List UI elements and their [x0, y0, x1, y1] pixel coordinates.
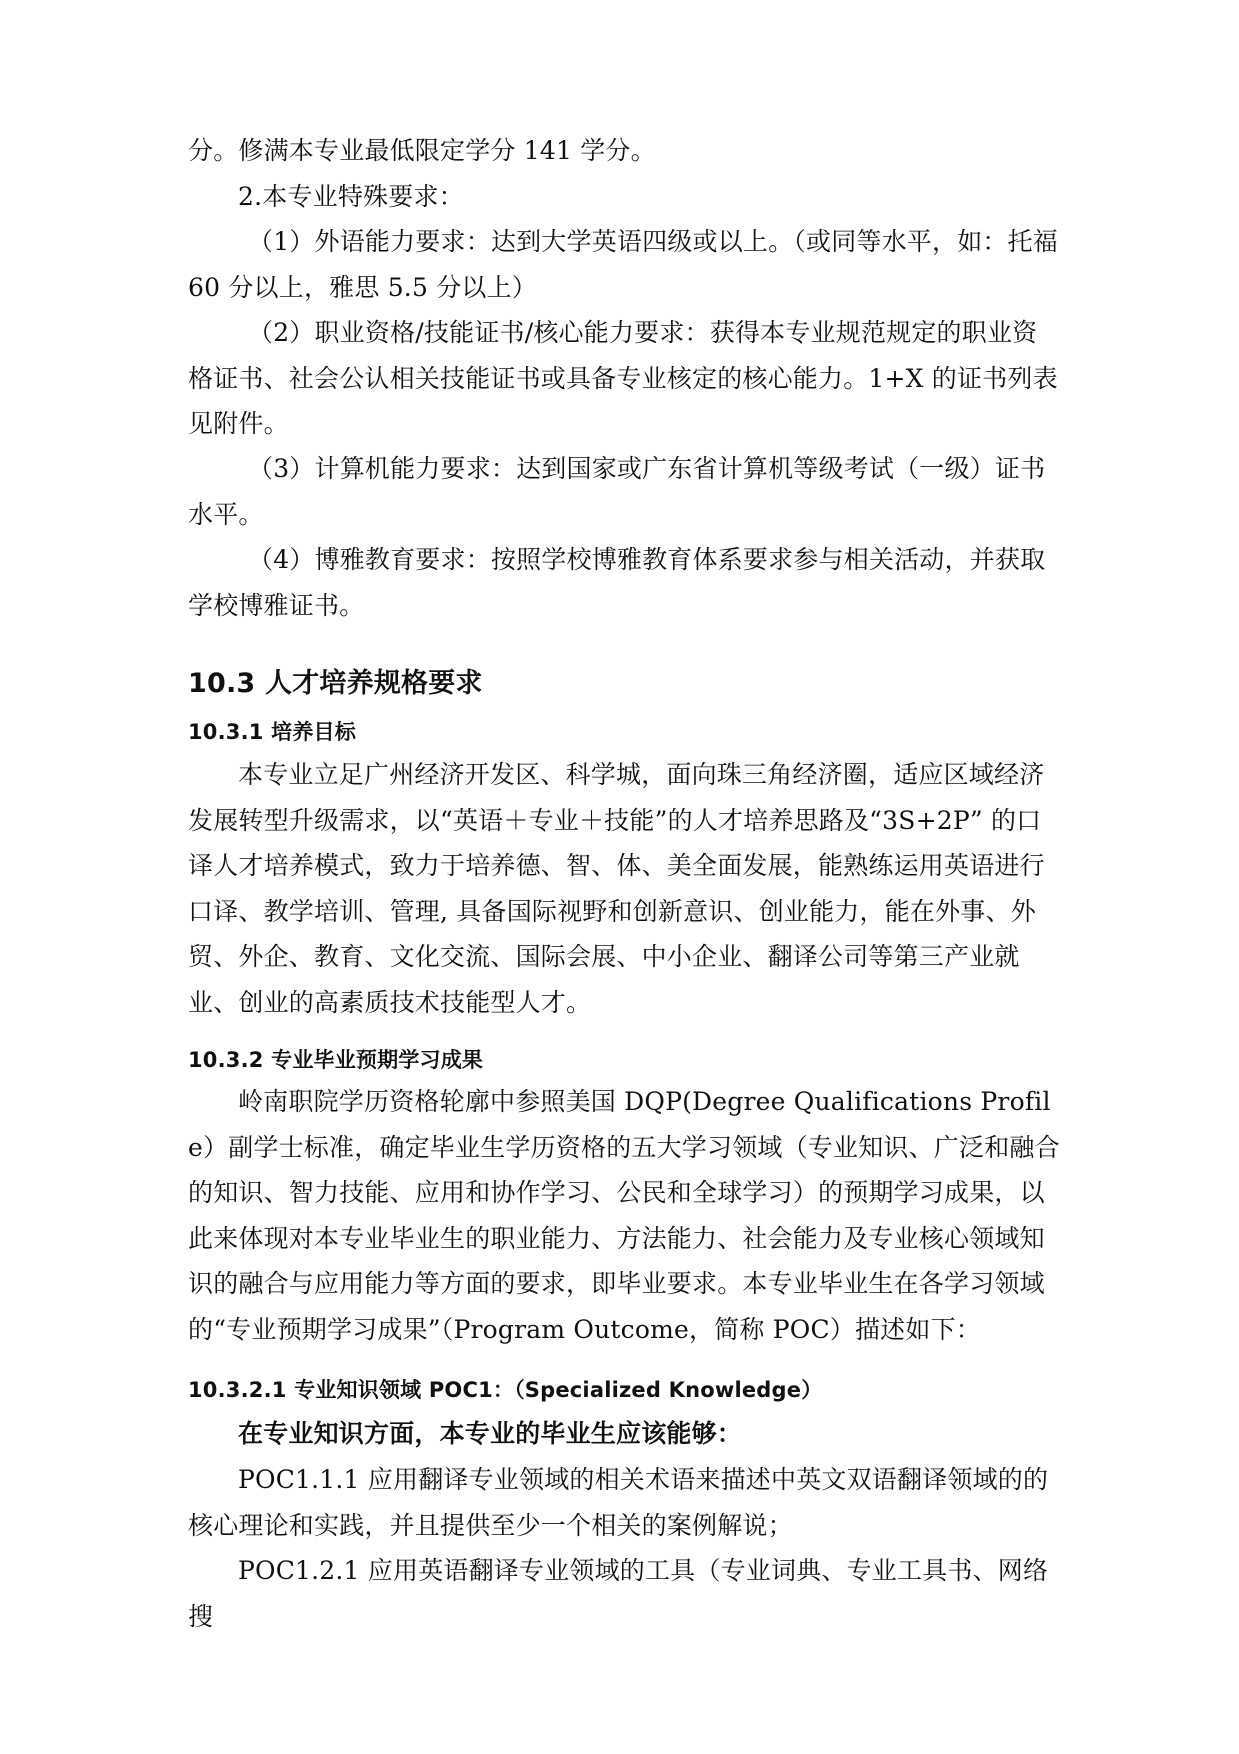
paragraph-special-requirements-intro: 2.本专业特殊要求： — [238, 182, 464, 211]
heading-10-3-2-1: 10.3.2.1 专业知识领域 POC1：（Specialized Knowledge） — [188, 1378, 823, 1402]
heading-10-3-1: 10.3.1 培养目标 — [188, 720, 356, 744]
paragraph-knowledge-intro: 在专业知识方面，本专业的毕业生应该能够： — [238, 1419, 743, 1448]
paragraph-requirement-2: （2）职业资格/技能证书/核心能力要求：获得本专业规范规定的职业资格证书、社会公认相关技能证书或具备专业核定的核心能力。1+X 的证书列表见附件。 — [188, 318, 1058, 438]
paragraph-training-goal: 本专业立足广州经济开发区、科学城，面向珠三角经济圈，适应区域经济发展转型升级需求，以“英语＋专业＋技能”的人才培养思路及“3S+2P” 的口译人才培养模式，致力于培养德、智、体、美全面发展，能熟练运用英语进行口译、教学培训、管理, 具备国际视野和创新意识、创业能力，能在外事、外贸、外企、教育、文化交流、国际会展、中小企业、翻译公司等第三产业就业、创业的高素质技术技能型人才。 — [188, 760, 1045, 1017]
paragraph-requirement-1: （1）外语能力要求：达到大学英语四级或以上。（或同等水平，如：托福60 分以上，雅思 5.5 分以上） — [188, 227, 1059, 302]
paragraph-credits: 分。修满本专业最低限定学分 141 学分。 — [188, 136, 656, 165]
heading-10-3: 10.3 人才培养规格要求 — [188, 668, 483, 699]
paragraph-requirement-4: （4）博雅教育要求：按照学校博雅教育体系要求参与相关活动，并获取学校博雅证书。 — [188, 545, 1046, 620]
paragraph-requirement-3: （3）计算机能力要求：达到国家或广东省计算机等级考试（一级）证书水平。 — [188, 454, 1046, 529]
paragraph-poc-1-2-1: POC1.2.1 应用英语翻译专业领域的工具（专业词典、专业工具书、网络搜 — [188, 1556, 1049, 1631]
paragraph-dqp: 岭南职院学历资格轮廓中参照美国 DQP(Degree Qualifications Profile）副学士标准，确定毕业生学历资格的五大学习领域（专业知识、广泛和融合的知识、智力技能、应用和协作学习、公民和全球学习）的预期学习成果，以此来体现对本专业毕业生的职业能力、方法能力、社会能力及专业核心领域知识的融合与应用能力等方面的要求，即毕业要求。本专业毕业生在各学习领域的“专业预期学习成果”（Program Outcome，简称 POC）描述如下： — [188, 1087, 1060, 1344]
heading-10-3-2: 10.3.2 专业毕业预期学习成果 — [188, 1048, 484, 1072]
paragraph-poc-1-1-1: POC1.1.1 应用翻译专业领域的相关术语来描述中英文双语翻译领域的的核心理论和实践，并且提供至少一个相关的案例解说； — [188, 1465, 1049, 1540]
